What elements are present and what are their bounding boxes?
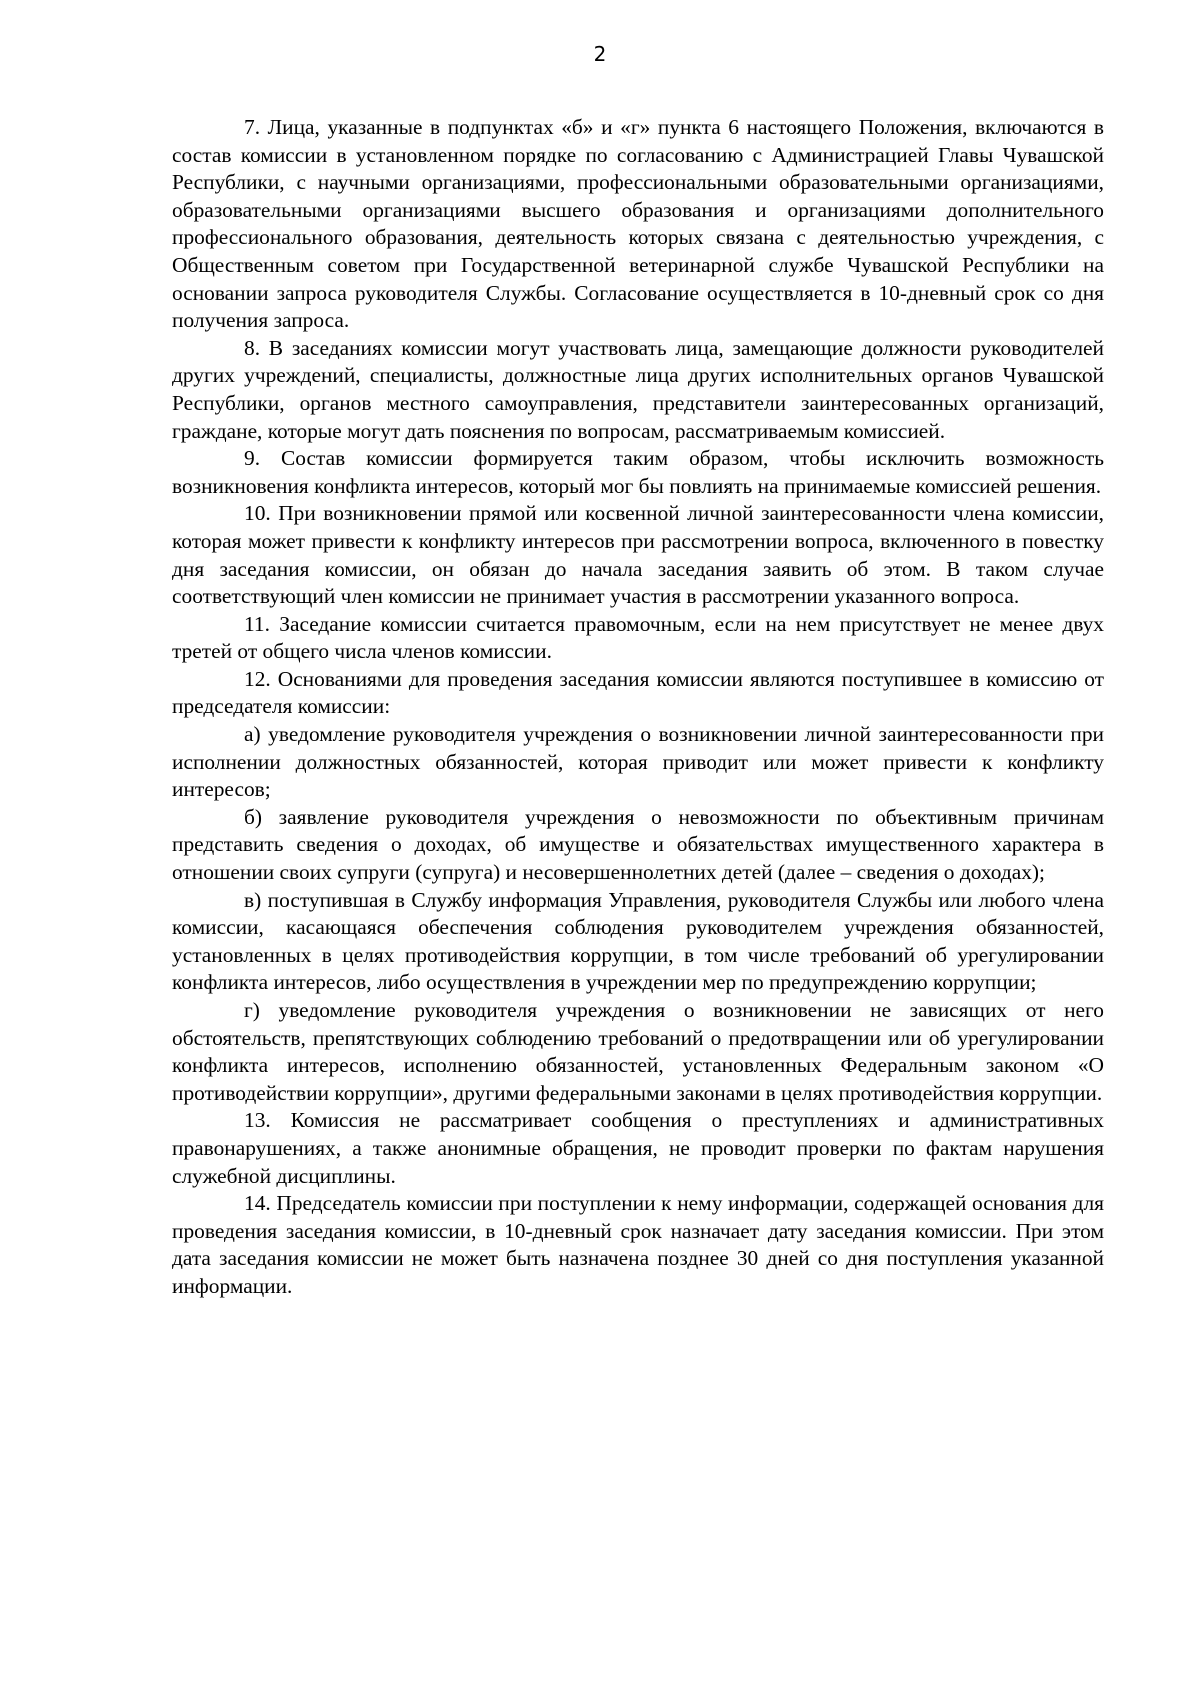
paragraph-8: 8. В заседаниях комиссии могут участвовать лица, замещающие должности руководителей других учреждений, специалисты, должностные лица других исполнительных органов Чувашской Республики, органов местного самоуправления, представители заинтересованных организаций, граждане, которые могут дать пояснения по вопросам, рассматриваемым комиссией. <box>172 335 1104 443</box>
page-number: 2 <box>593 42 607 66</box>
paragraph-11: 11. Заседание комиссии считается правомочным, если на нем присутствует не менее двух третей от общего числа членов комиссии. <box>172 611 1104 664</box>
paragraph-14: 14. Председатель комиссии при поступлении к нему информации, содержащей основания для проведения заседания комиссии, в 10-дневный срок назначает дату заседания комиссии. При этом дата заседания комиссии не может быть назначена позднее 30 дней со дня поступления указанной информации. <box>172 1191 1104 1298</box>
paragraph-7: 7. Лица, указанные в подпунктах «б» и «г» пункта 6 настоящего Положения, включаются в состав комиссии в установленном порядке по согласованию с Администрацией Главы Чувашской Республики, с научными организациями, профессиональными образовательными организациями, образовательными организациями высшего образования и организациями дополнительного профессионального образования, деятельность которых связана с деятельностью учреждения, с Общественным советом при Государственной ветеринарной службе Чувашской Республики на основании запроса руководителя Службы. Согласование осуществляется в 10-дневный срок со дня получения запроса. <box>172 115 1104 333</box>
paragraph-10: 10. При возникновении прямой или косвенной личной заинтересованности члена комиссии, которая может привести к конфликту интересов при рассмотрении вопроса, включенного в повестку дня заседания комиссии, он обязан до начала заседания заявить об этом. В таком случае соответствующий член комиссии не принимает участия в рассмотрении указанного вопроса. <box>172 501 1104 609</box>
paragraph-9: 9. Состав комиссии формируется таким образом, чтобы исключить возможность возникновения конфликта интересов, который мог бы повлиять на принимаемые комиссией решения. <box>172 446 1104 498</box>
paragraph-12: 12. Основаниями для проведения заседания комиссии являются поступившее в комиссию от председателя комиссии: <box>172 666 1104 719</box>
paragraph-12-b: б) заявление руководителя учреждения о невозможности по объективным причинам представить сведения о доходах, об имуществе и обязательствах имущественного характера в отношении своих супруги (супруга) и несовершеннолетних детей (далее – сведения о доходах); <box>172 804 1104 885</box>
paragraph-12-g: г) уведомление руководителя учреждения о возникновении не зависящих от него обстоятельств, препятствующих соблюдению требований о предотвращении или об урегулировании конфликта интересов, исполнению обязанностей, установленных Федеральным законом «О противодействии коррупции», другими федеральными законами в целях противодействия коррупции. <box>172 998 1104 1105</box>
document-body <box>172 114 1104 1301</box>
paragraph-12-v: в) поступившая в Службу информация Управления, руководителя Службы или любого члена комиссии, касающаяся обеспечения соблюдения руководителем учреждения обязанностей, установленных в целях противодействия коррупции, в том числе требований об урегулировании конфликта интересов, либо осуществления в учреждении мер по предупреждению коррупции; <box>172 887 1104 995</box>
paragraph-13: 13. Комиссия не рассматривает сообщения о преступлениях и административных правонарушениях, а также анонимные обращения, не проводит проверки по фактам нарушения служебной дисциплины. <box>172 1108 1104 1188</box>
paragraph-12-a: а) уведомление руководителя учреждения о возникновении личной заинтересованности при исполнении должностных обязанностей, которая приводит или может привести к конфликту интересов; <box>172 722 1104 802</box>
